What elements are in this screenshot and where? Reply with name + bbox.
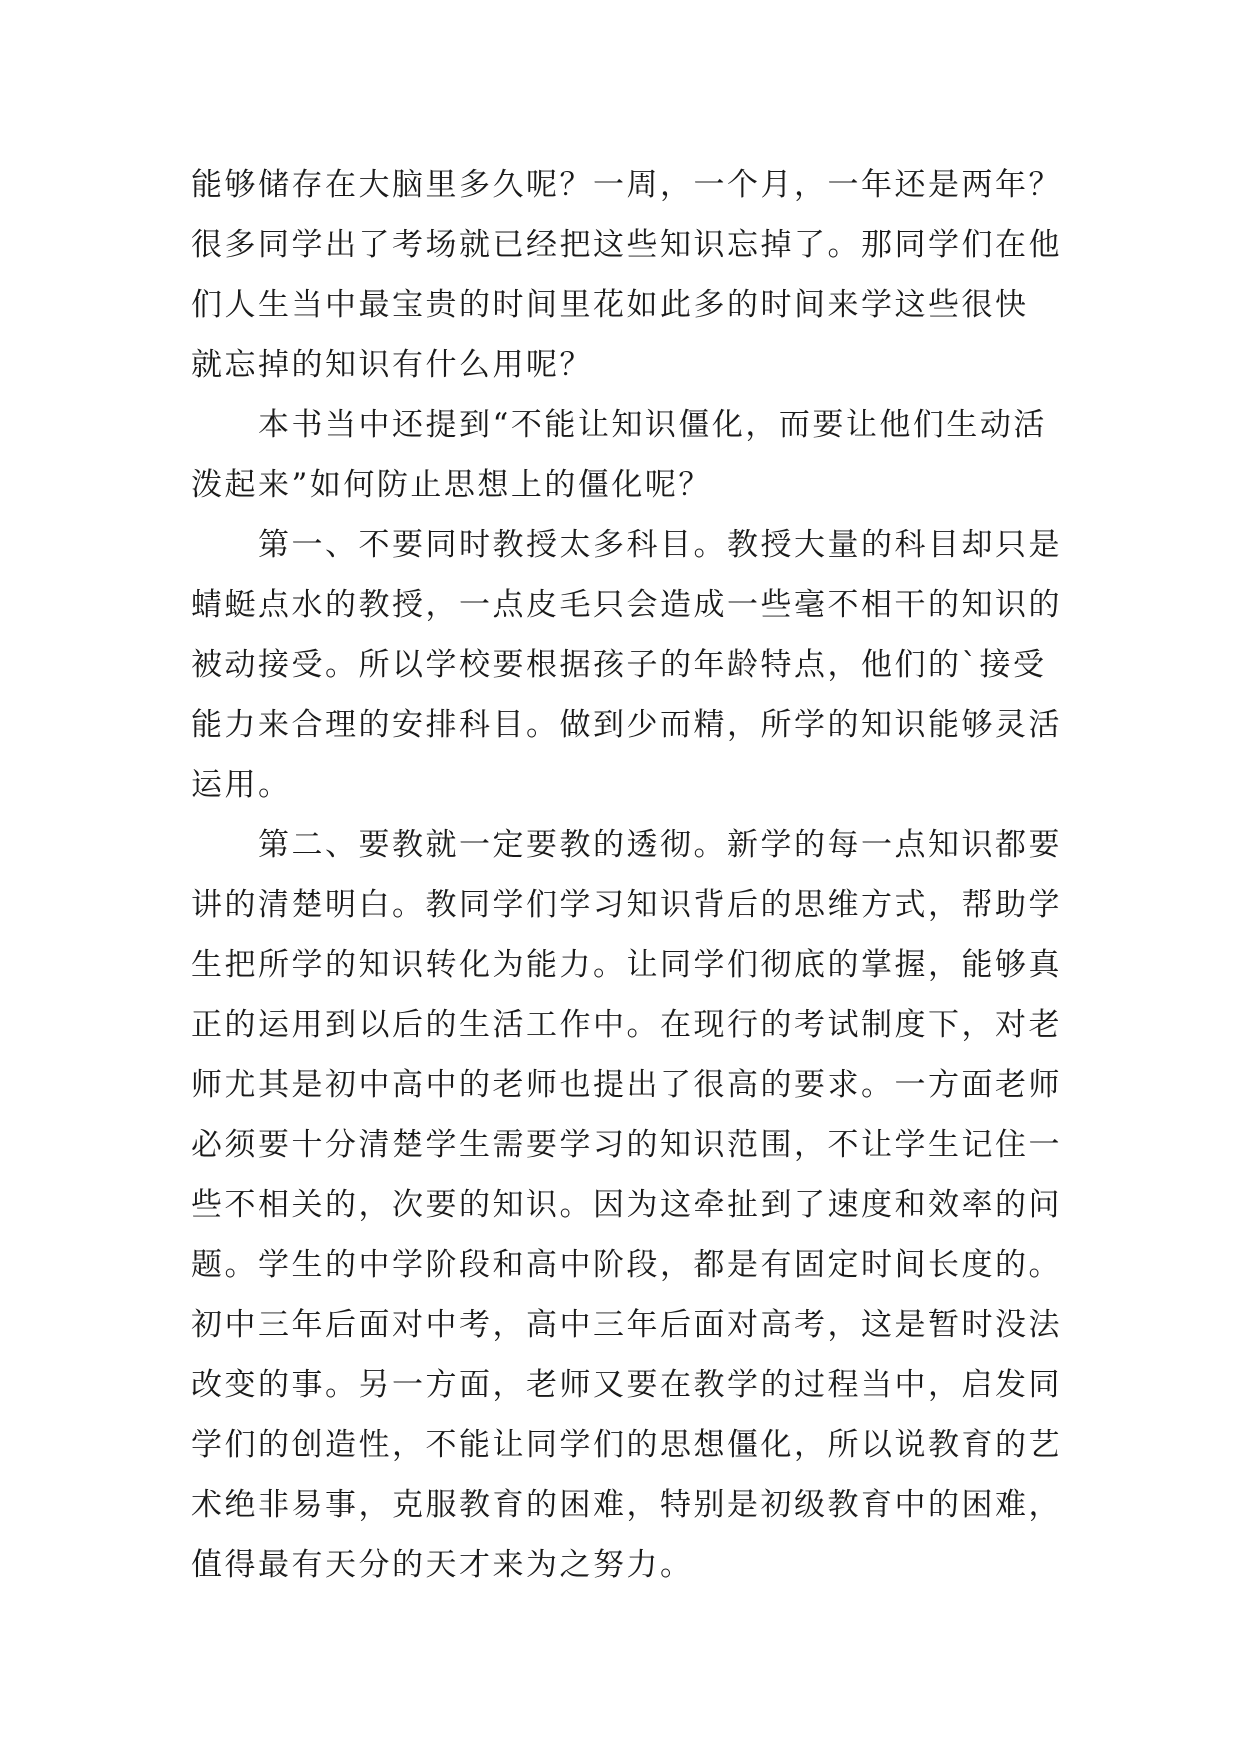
text-line: 运用。 bbox=[191, 767, 292, 803]
text-line: 正的运用到以后的生活工作中。在现行的考试制度下，对老 bbox=[191, 1007, 1062, 1043]
text-line: 术绝非易事，克服教育的困难，特别是初级教育中的困难， bbox=[191, 1487, 1062, 1523]
text-line: 学们的创造性，不能让同学们的思想僵化，所以说教育的艺 bbox=[191, 1427, 1062, 1463]
text-line: 必须要十分清楚学生需要学习的知识范围，不让学生记住一 bbox=[191, 1127, 1062, 1163]
text-line: 改变的事。另一方面，老师又要在教学的过程当中，启发同 bbox=[191, 1367, 1062, 1403]
text-line: 就忘掉的知识有什么用呢？ bbox=[191, 347, 593, 383]
text-line: 初中三年后面对中考，高中三年后面对高考，这是暂时没法 bbox=[191, 1307, 1062, 1343]
text-line: 泼起来”如何防止思想上的僵化呢？ bbox=[191, 467, 712, 503]
text-line: 被动接受。所以学校要根据孩子的年龄特点，他们的`接受 bbox=[191, 647, 1047, 683]
text-line: 生把所学的知识转化为能力。让同学们彻底的掌握，能够真 bbox=[191, 947, 1062, 983]
text-line: 们人生当中最宝贵的时间里花如此多的时间来学这些很快 bbox=[191, 287, 1029, 323]
text-line: 能够储存在大脑里多久呢？一周，一个月，一年还是两年？ bbox=[191, 167, 1062, 203]
body-text bbox=[191, 155, 1071, 1595]
text-line: 很多同学出了考场就已经把这些知识忘掉了。那同学们在他 bbox=[191, 227, 1062, 263]
text-line: 讲的清楚明白。教同学们学习知识背后的思维方式，帮助学 bbox=[191, 887, 1062, 923]
text-line: 些不相关的，次要的知识。因为这牵扯到了速度和效率的问 bbox=[191, 1187, 1062, 1223]
text-line: 能力来合理的安排科目。做到少而精，所学的知识能够灵活 bbox=[191, 707, 1062, 743]
text-line: 本书当中还提到“不能让知识僵化，而要让他们生动活 bbox=[258, 407, 1047, 443]
text-line: 第一、不要同时教授太多科目。教授大量的科目却只是 bbox=[258, 527, 1062, 563]
text-line: 题。学生的中学阶段和高中阶段，都是有固定时间长度的。 bbox=[191, 1247, 1062, 1283]
text-line: 第二、要教就一定要教的透彻。新学的每一点知识都要 bbox=[258, 827, 1062, 863]
text-line: 师尤其是初中高中的老师也提出了很高的要求。一方面老师 bbox=[191, 1067, 1062, 1103]
text-line: 蜻蜓点水的教授，一点皮毛只会造成一些毫不相干的知识的 bbox=[191, 587, 1062, 623]
text-line: 值得最有天分的天才来为之努力。 bbox=[191, 1547, 694, 1583]
